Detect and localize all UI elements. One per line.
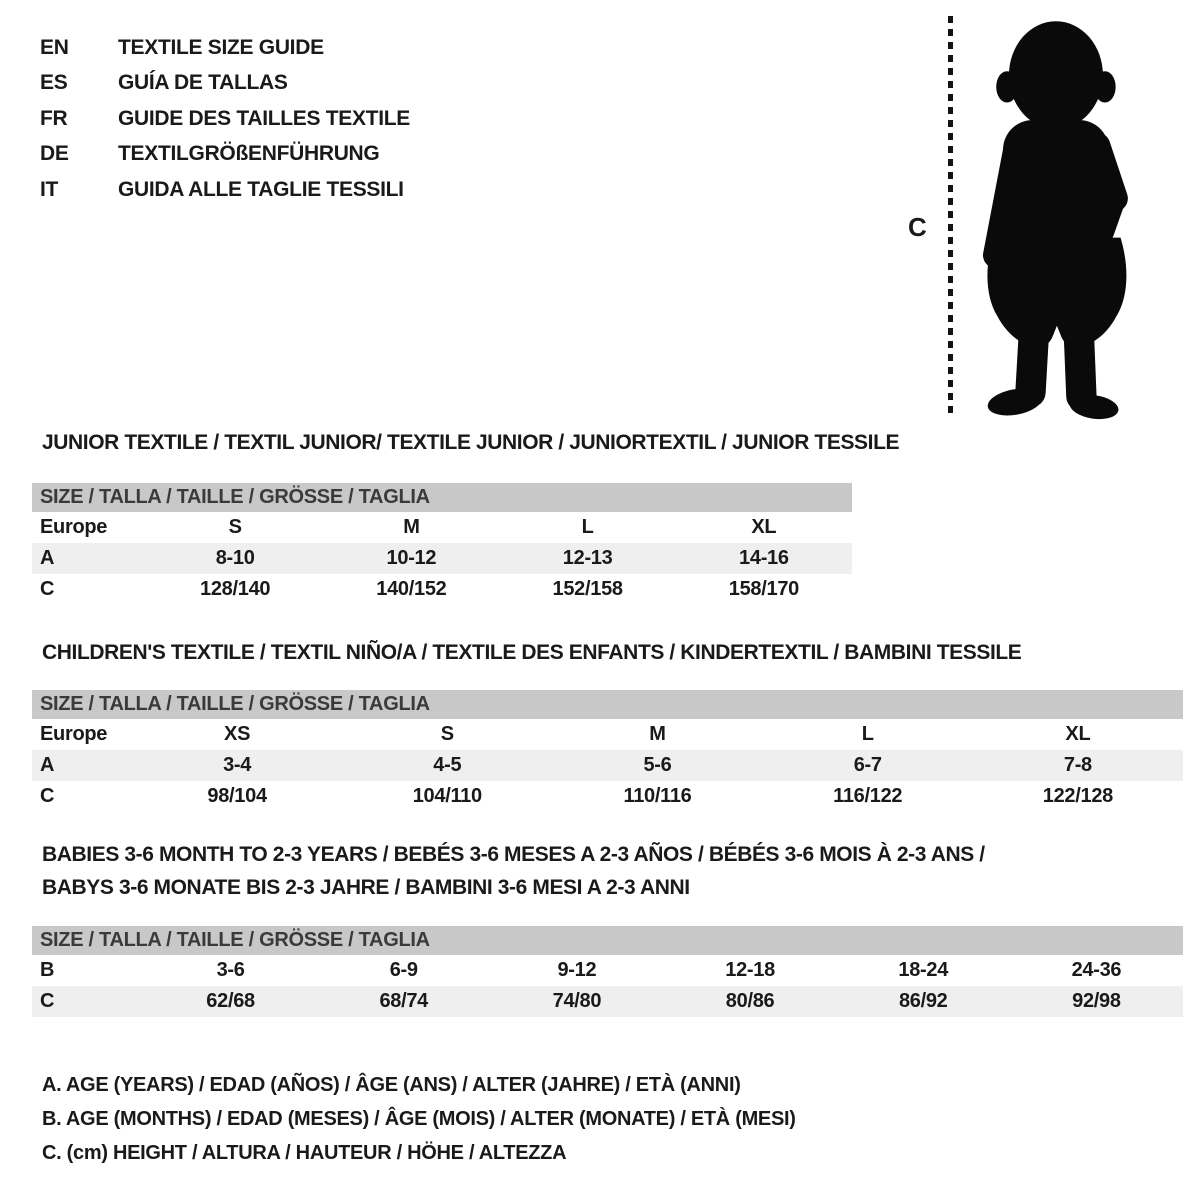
row-label: C (40, 785, 55, 807)
cell-value: 86/92 (898, 990, 948, 1012)
babies-section-title-line2: BABYS 3-6 MONATE BIS 2-3 JAHRE / BAMBINI 3-6 MESI A 2-3 ANNI (42, 876, 690, 899)
cell-value: 140/152 (376, 578, 447, 600)
cell-value: S (228, 516, 242, 538)
row-label: Europe (40, 516, 108, 538)
cell-value: S (440, 723, 454, 745)
cell-value: 68/74 (379, 990, 429, 1012)
cell-value: 62/68 (206, 990, 255, 1012)
legend-line-a: A. AGE (YEARS) / EDAD (AÑOS) / ÂGE (ANS) / ALTER (JAHRE) / ETÀ (ANNI) (42, 1074, 741, 1096)
cell-value: 3-6 (216, 959, 245, 981)
lang-row-fr (40, 101, 410, 137)
cell-value: 14-16 (739, 547, 789, 569)
lang-row-de (40, 137, 410, 173)
babies-section-title-line1: BABIES 3-6 MONTH TO 2-3 YEARS / BEBÉS 3-6 MESES A 2-3 AÑOS / BÉBÉS 3-6 MOIS À 2-3 ANS / (42, 843, 985, 866)
table-row (32, 512, 852, 543)
height-dashed-line (948, 16, 953, 416)
cell-value: 128/140 (200, 578, 271, 600)
cell-value: 6-7 (853, 754, 882, 776)
cell-value: 98/104 (207, 785, 267, 807)
cell-value: 18-24 (898, 959, 949, 981)
cell-value: 104/110 (412, 785, 482, 807)
junior-size-table (32, 483, 852, 605)
table-row (32, 986, 1183, 1017)
cell-value: 80/86 (725, 990, 775, 1012)
legend-line-c: C. (cm) HEIGHT / ALTURA / HAUTEUR / HÖHE / ALTEZZA (42, 1142, 567, 1164)
lang-label: GUÍA DE TALLAS (118, 71, 288, 95)
row-label: A (40, 547, 55, 569)
lang-row-es (40, 66, 410, 102)
cell-value: 9-12 (557, 959, 597, 981)
cell-value: 116/122 (833, 785, 903, 807)
cell-value: 110/116 (623, 785, 692, 807)
lang-row-it (40, 172, 410, 208)
babies-size-table (32, 926, 1183, 1017)
table-header-bar: SIZE / TALLA / TAILLE / GRÖSSE / TAGLIA (32, 483, 852, 512)
lang-code: DE (40, 142, 69, 166)
row-label: C (40, 990, 55, 1012)
table-row (32, 955, 1183, 986)
cell-value: 158/170 (728, 578, 799, 600)
cell-value: XS (224, 723, 251, 745)
children-size-table (32, 690, 1183, 812)
language-header (40, 30, 410, 208)
table-row (32, 781, 1183, 812)
row-label: Europe (40, 723, 108, 745)
row-label: A (40, 754, 55, 776)
lang-code: EN (40, 35, 69, 59)
cell-value: XL (1065, 723, 1091, 745)
cell-value: 4-5 (433, 754, 462, 776)
cell-value: L (861, 723, 874, 745)
table-row (32, 719, 1183, 750)
lang-label: GUIDE DES TAILLES TEXTILE (118, 106, 410, 130)
cell-value: XL (751, 516, 777, 538)
legend (42, 1068, 796, 1170)
cell-value: 6-9 (389, 959, 418, 981)
table-header-bar: SIZE / TALLA / TAILLE / GRÖSSE / TAGLIA (32, 926, 1183, 955)
cell-value: L (581, 516, 594, 538)
table-row (32, 543, 852, 574)
cell-value: 7-8 (1063, 754, 1092, 776)
lang-row-en (40, 30, 410, 66)
cell-value: 8-10 (215, 547, 255, 569)
row-label: C (40, 578, 55, 600)
table-header-bar: SIZE / TALLA / TAILLE / GRÖSSE / TAGLIA (32, 690, 1183, 719)
cell-value: 10-12 (386, 547, 437, 569)
cell-value: 12-18 (725, 959, 775, 981)
legend-line-b: B. AGE (MONTHS) / EDAD (MESES) / ÂGE (MOIS) / ALTER (MONATE) / ETÀ (MESI) (42, 1108, 796, 1130)
children-section-title: CHILDREN'S TEXTILE / TEXTIL NIÑO/A / TEXTILE DES ENFANTS / KINDERTEXTIL / BAMBINI TESSILE (42, 641, 1022, 664)
table-body (32, 719, 1183, 812)
lang-code: FR (40, 106, 68, 130)
table-body (32, 955, 1183, 1017)
cell-value: 12-13 (562, 547, 613, 569)
lang-code: IT (40, 177, 59, 201)
lang-label: TEXTILE SIZE GUIDE (118, 35, 324, 59)
row-label: B (40, 959, 55, 981)
table-body (32, 512, 852, 605)
cell-value: M (649, 723, 666, 745)
toddler-silhouette-icon (960, 14, 1146, 426)
lang-code: ES (40, 71, 68, 95)
lang-label: TEXTILGRÖßENFÜHRUNG (118, 142, 380, 166)
cell-value: 152/158 (552, 578, 623, 600)
cell-value: 92/98 (1072, 990, 1121, 1012)
cell-value: 24-36 (1071, 959, 1122, 981)
height-measure-label: C (908, 212, 927, 242)
table-row (32, 574, 852, 605)
cell-value: M (403, 516, 420, 538)
cell-value: 122/128 (1042, 785, 1113, 807)
cell-value: 3-4 (223, 754, 252, 776)
cell-value: 74/80 (552, 990, 602, 1012)
junior-section-title: JUNIOR TEXTILE / TEXTIL JUNIOR/ TEXTILE JUNIOR / JUNIORTEXTIL / JUNIOR TESSILE (42, 431, 900, 454)
cell-value: 5-6 (643, 754, 672, 776)
lang-label: GUIDA ALLE TAGLIE TESSILI (118, 177, 404, 201)
table-row (32, 750, 1183, 781)
